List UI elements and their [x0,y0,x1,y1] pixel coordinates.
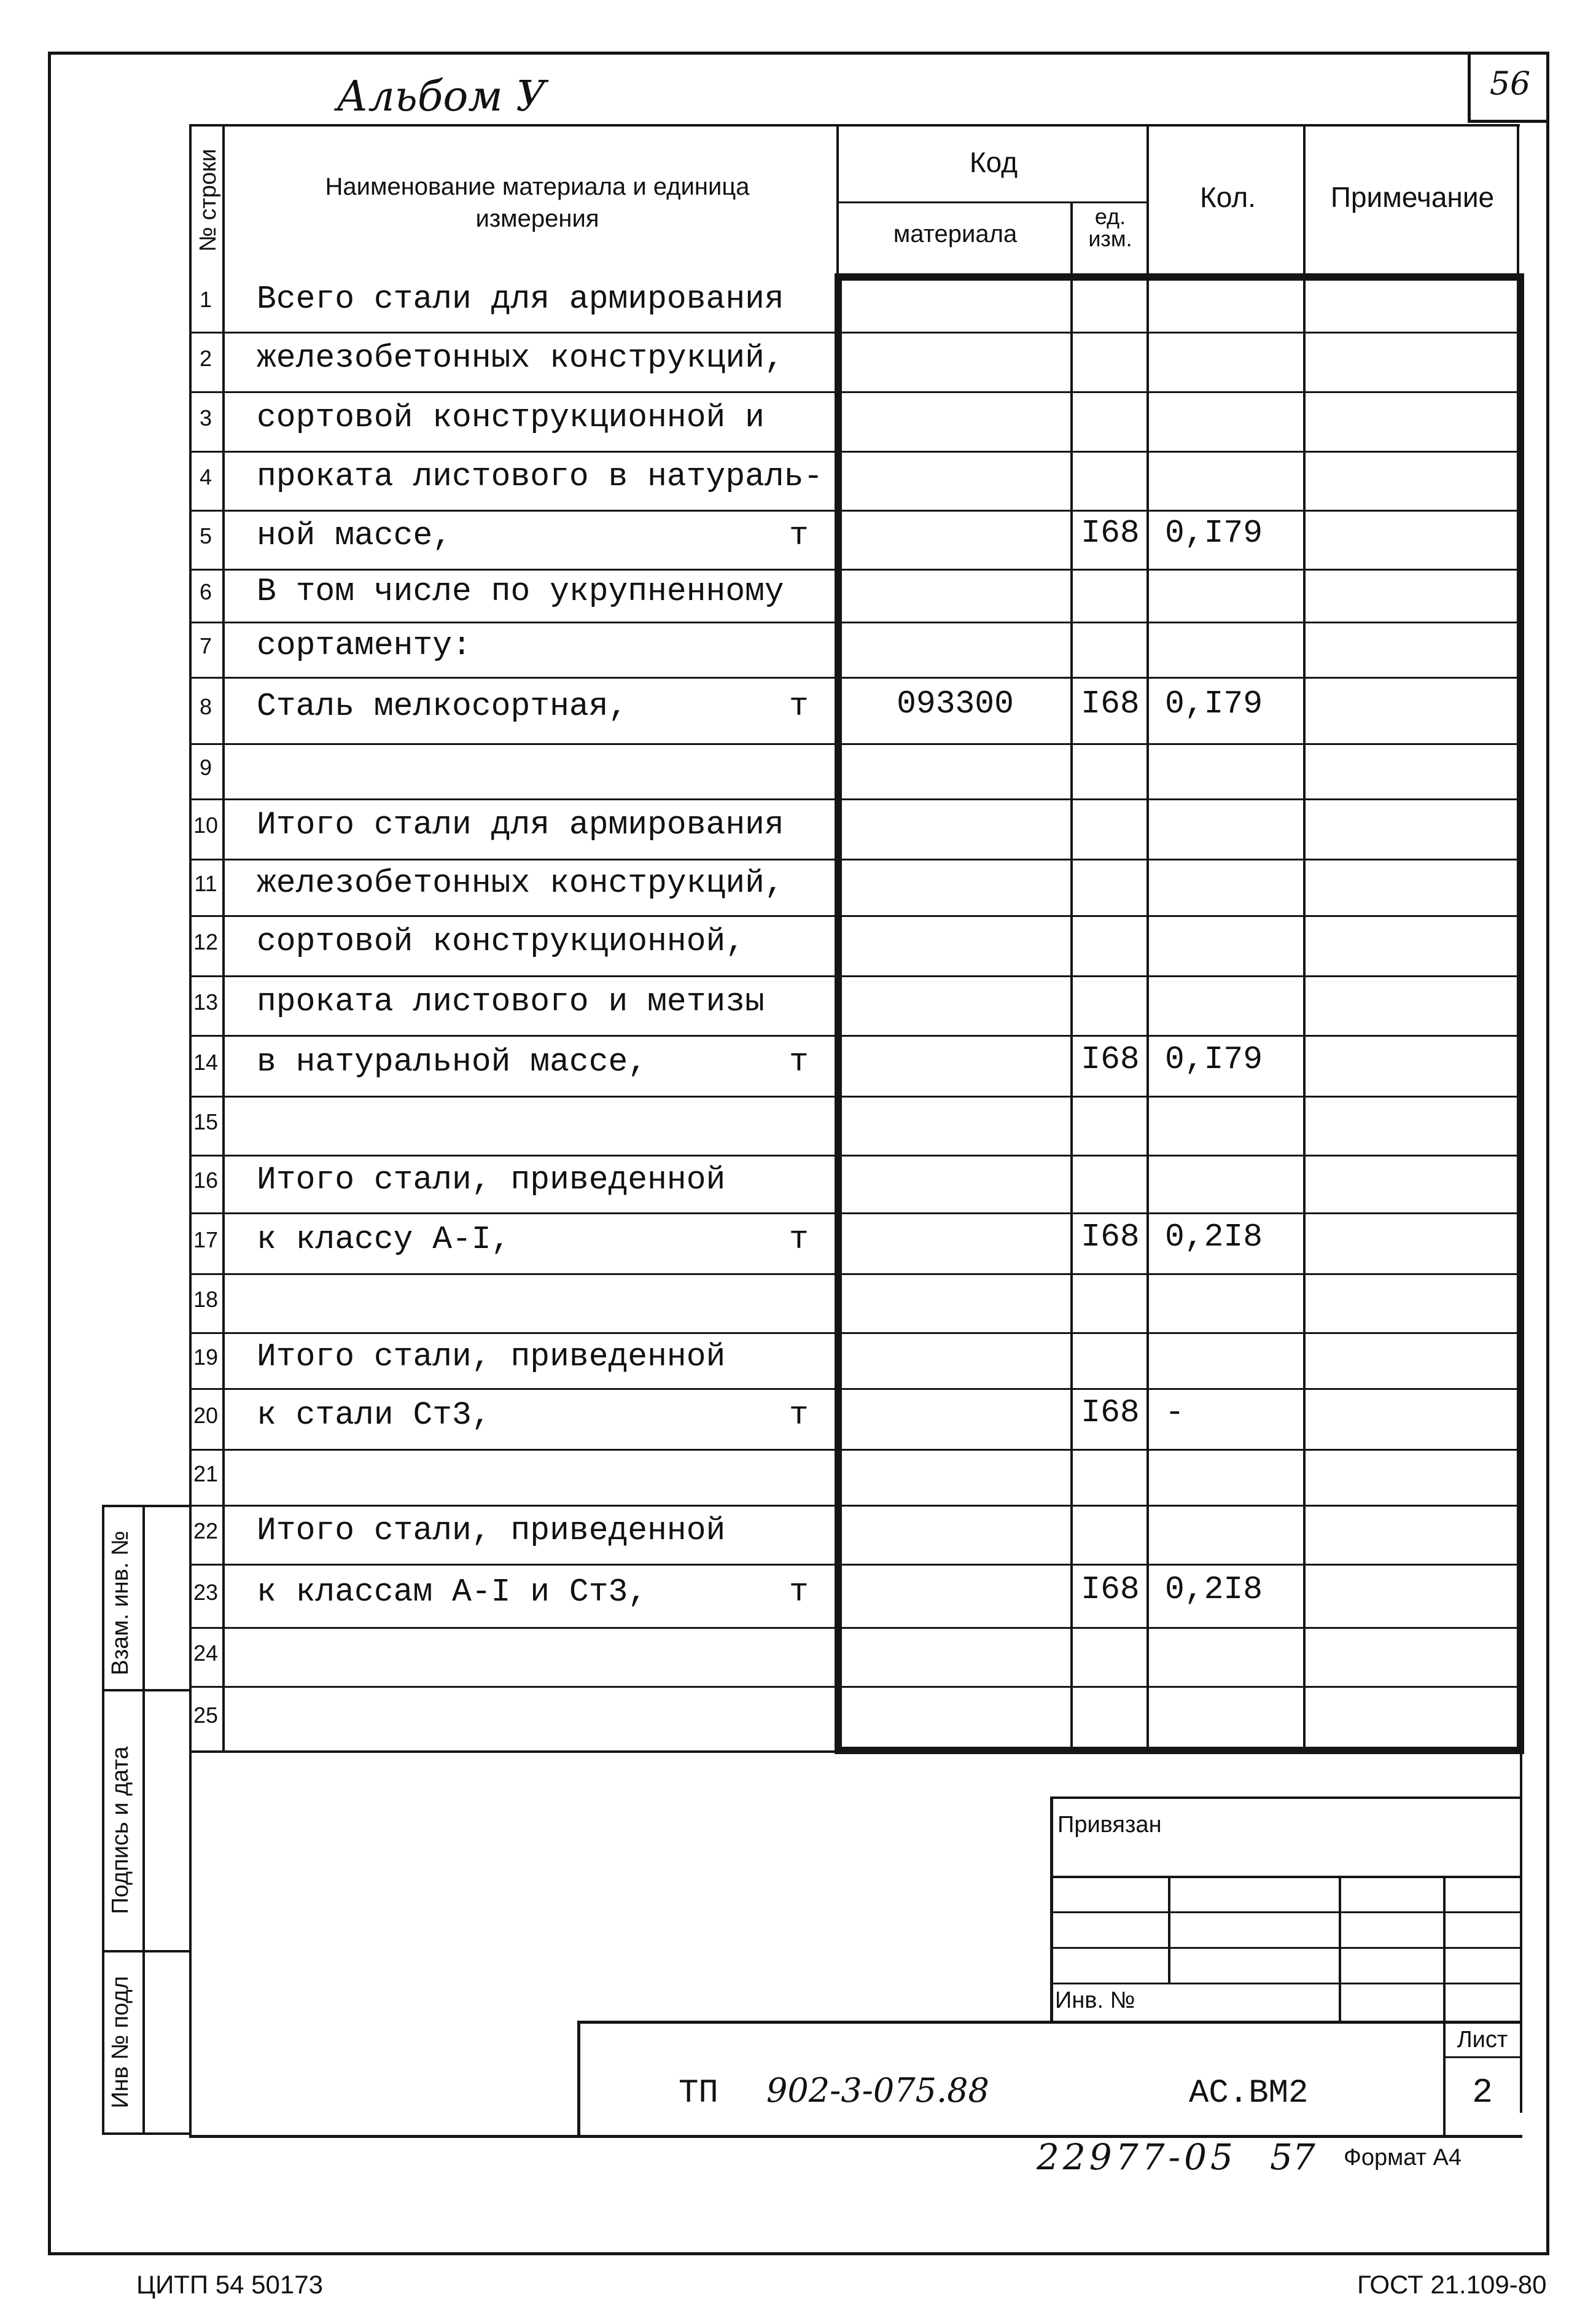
rule-line [189,510,1523,512]
rule-line [577,2021,580,2135]
row-quantity: 0,I79 [1165,515,1263,552]
stamp-inv-podl-label: Инв № подл [107,1976,133,2108]
row-code-unit: I68 [1081,1218,1140,1255]
row-number: 19 [193,1344,219,1370]
row-description: железобетонных конструкций, [257,339,784,376]
rule-line [835,273,1524,281]
rule-line [189,569,1523,571]
row-description: к классу А-I, [257,1220,511,1258]
rule-line [1050,1876,1522,1878]
rule-line [1050,1911,1522,1913]
row-number: 12 [193,929,219,954]
rule-line [836,201,1146,203]
row-number: 20 [193,1402,219,1428]
doc-code: АС.ВМ2 [1189,2075,1309,2112]
privyazan-label: Привязан [1057,1812,1162,1838]
row-number: 14 [193,1049,219,1075]
row-code-unit: I68 [1081,1570,1140,1608]
rule-line [1517,273,1524,1750]
col-code-unit-header: ед. изм. [1088,204,1132,251]
row-description: Итого стали, приведенной [257,1161,726,1198]
row-description: Итого стали, приведенной [257,1338,726,1375]
footer-right: ГОСТ 21.109-80 [1357,2270,1547,2299]
rule-line [189,124,1520,127]
rule-line [189,332,1523,334]
row-unit: т [789,1220,809,1258]
inv-no-label: Инв. № [1055,1987,1135,2013]
rule-line [189,915,1523,917]
row-number: 11 [194,871,217,896]
stamp-vzam-label: Взам. инв. № [107,1531,133,1675]
tp-label: ТП [679,2075,718,2112]
list-value: 2 [1472,2073,1493,2112]
rule-line [189,1686,1523,1688]
row-number: 7 [199,633,212,658]
row-description: сортовой конструкционной и [257,399,765,436]
row-quantity: 0,I79 [1165,685,1263,722]
row-description: Итого стали для армирования [257,806,784,843]
row-code-unit: I68 [1081,685,1140,722]
row-description: Итого стали, приведенной [257,1512,726,1549]
rule-line [189,798,1523,800]
row-unit: т [789,517,809,554]
sheet-number: 56 [1489,66,1531,103]
rule-line [189,1212,1523,1214]
row-unit: т [789,688,809,725]
rule-line [189,622,1523,623]
row-quantity: 0,2I8 [1165,1218,1263,1255]
rule-line [1146,273,1149,1750]
rule-line [189,391,1523,393]
rule-line [189,1273,1523,1275]
col-qty-header: Кол. [1200,181,1256,213]
rule-line [1339,1876,1341,2021]
row-description: железобетонных конструкций, [257,865,784,902]
rule-line [189,1332,1523,1334]
rule-line [189,975,1523,977]
col-code-header: Код [969,146,1018,178]
rule-line [1070,201,1073,273]
rule-line [1050,1796,1522,1799]
row-number: 13 [193,989,219,1015]
rule-line [189,1750,192,2135]
row-number: 15 [193,1109,219,1134]
rule-line [1443,1876,1446,2135]
list-label: Лист [1457,2027,1508,2053]
row-number: 5 [199,523,212,548]
rule-line [189,859,1523,860]
row-description: ной массе, [257,517,453,554]
row-number: 10 [193,813,219,838]
rule-line [189,451,1523,453]
rule-line [189,1096,1523,1098]
rule-line [189,1750,836,1753]
row-number: 24 [193,1640,219,1666]
row-code-unit: I68 [1081,1040,1140,1078]
row-unit: т [789,1573,809,1610]
row-number: 21 [193,1461,219,1486]
doc-number: 902-3-075.88 [766,2071,989,2110]
rule-line [1050,1947,1522,1949]
rule-line [836,124,839,273]
rule-line [835,1747,1524,1754]
rule-line [189,1155,1523,1157]
rule-line [189,1564,1523,1566]
rule-line [1168,1876,1170,1983]
row-description: Сталь мелкосортная, [257,688,628,725]
row-description: проката листового и метизы [257,983,765,1020]
rule-line [189,1627,1523,1629]
row-number: 1 [199,286,212,312]
row-quantity: 0,2I8 [1165,1570,1263,1608]
row-description: В том числе по укрупненному [257,573,784,610]
rule-line [189,1505,1523,1507]
row-description: сортаменту: [257,627,472,664]
col-name-header: Наименование материала и единица измерения [325,173,750,232]
rule-line [1303,273,1306,1750]
stamp-podpis-label: Подпись и дата [107,1746,133,1914]
rule-line [189,677,1523,679]
row-number: 9 [199,755,212,780]
row-number: 2 [199,345,212,371]
row-number: 17 [193,1227,219,1252]
rule-line [1070,273,1073,1750]
row-description: к классам А-I и Ст3, [257,1573,648,1610]
row-number: 18 [193,1287,219,1312]
rule-line [1520,1750,1522,2113]
row-code-material: 093300 [897,685,1014,722]
rule-line [189,1035,1523,1037]
row-description: проката листового в натураль- [257,458,823,495]
rule-line [835,273,842,1750]
row-code-unit: I68 [1081,1394,1140,1431]
row-number: 6 [199,579,212,604]
rule-line [142,1505,145,2135]
rule-line [1050,1983,1522,1984]
col-note-header: Примечание [1330,181,1495,213]
footer-left: ЦИТП 54 50173 [136,2270,323,2299]
row-unit: т [789,1043,809,1080]
row-description: сортовой конструкционной, [257,923,745,960]
rule-line [189,1449,1523,1451]
album-title: Альбом У [337,72,547,121]
row-number: 25 [193,1702,219,1728]
row-code-unit: I68 [1081,515,1140,552]
row-number: 23 [193,1579,219,1605]
row-unit: т [789,1396,809,1434]
row-description: Всего стали для армирования [257,280,784,318]
rule-line [102,1505,189,1507]
col-row-no-header: № строки [195,149,221,252]
row-number: 8 [199,694,212,719]
row-quantity: 0,I79 [1165,1040,1263,1078]
rule-line [1050,1796,1053,2021]
rule-line [189,743,1523,745]
row-quantity: - [1165,1394,1185,1431]
rule-line [577,2021,1522,2024]
rule-line [189,2135,1522,2138]
col-code-material-header: материала [893,220,1018,248]
handwritten-number: 22977-05 [1037,2136,1237,2178]
rule-line [189,1388,1523,1390]
handwritten-number-2: 57 [1270,2136,1315,2178]
row-number: 3 [199,405,212,431]
format-label: Формат А4 [1344,2145,1462,2171]
row-description: в натуральной массе, [257,1043,648,1080]
row-number: 16 [193,1168,219,1193]
row-number: 22 [193,1518,219,1543]
rule-line [1443,2056,1522,2058]
row-description: к стали Ст3, [257,1396,491,1434]
row-number: 4 [199,464,212,490]
